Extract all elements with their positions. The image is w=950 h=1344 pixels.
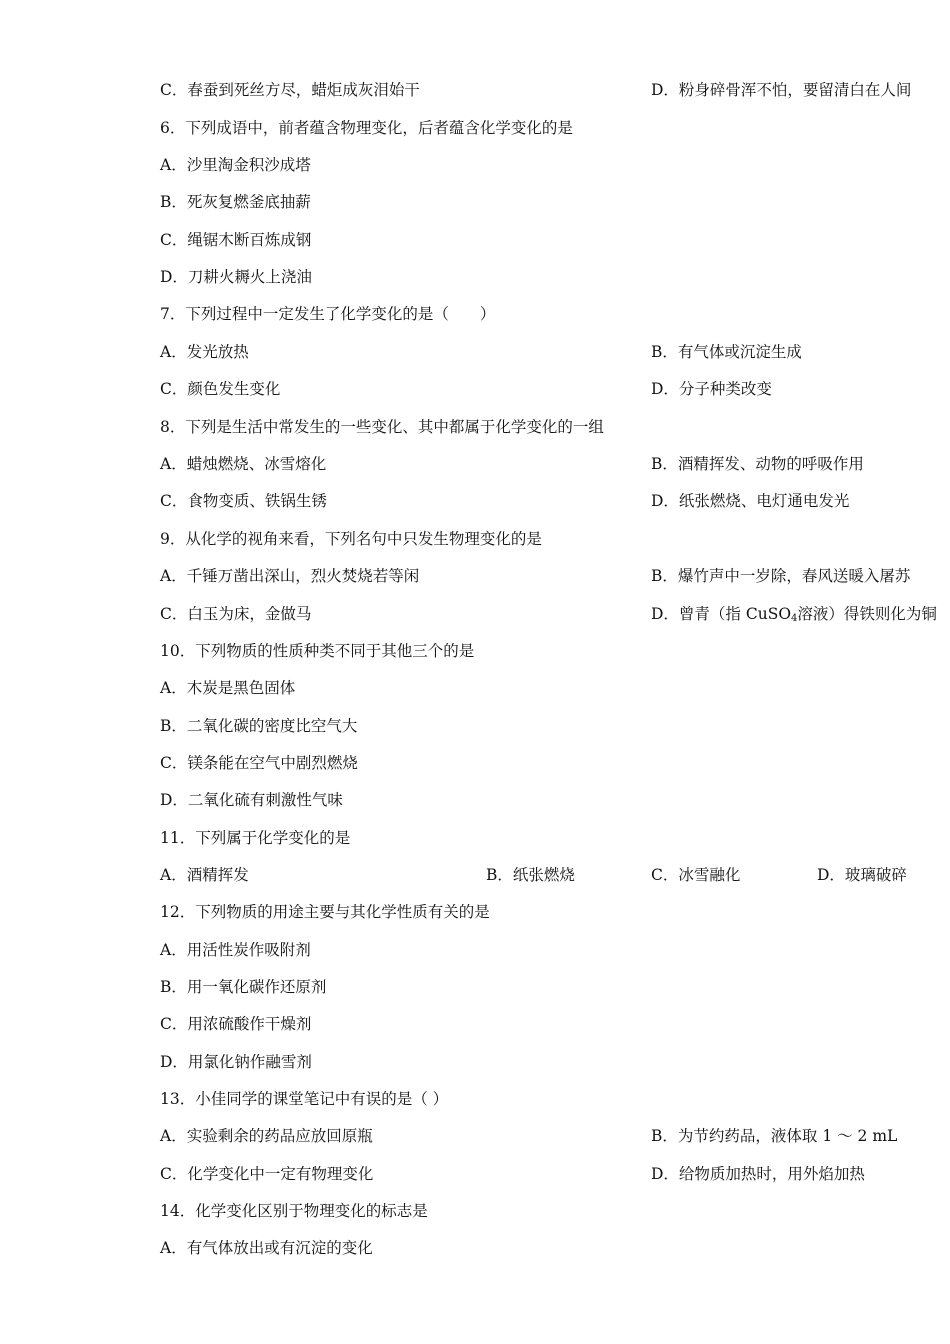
q13-option-c[interactable]: C．化学变化中一定有物理变化 [160,1165,374,1183]
q9-option-d-text-pre: D．曾青（指 CuSO [651,605,792,623]
q10-option-a[interactable]: A．木炭是黑色固体 [160,679,296,697]
q9-option-a[interactable]: A．千锤万凿出深山，烈火焚烧若等闲 [160,567,420,585]
q6-option-b[interactable]: B．死灰复燃釜底抽薪 [160,193,311,211]
q8-stem: 8．下列是生活中常发生的一些变化、其中都属于化学变化的一组 [160,418,604,436]
q11-option-c[interactable]: C．冰雪融化 [651,866,741,884]
q14-option-a[interactable]: A．有气体放出或有沉淀的变化 [160,1239,373,1257]
q5-option-c[interactable]: C．春蚕到死丝方尽，蜡炬成灰泪始干 [160,81,420,99]
q9-option-d[interactable] [651,604,937,629]
q9-options-cd [160,604,937,624]
q12-stem: 12．下列物质的用途主要与其化学性质有关的是 [160,903,490,921]
q13-option-b[interactable]: B．为节约药品，液体取 1 ～ 2 mL [651,1127,898,1145]
q11-option-a[interactable]: A．酒精挥发 [160,866,249,884]
q7-option-b[interactable]: B．有气体或沉淀生成 [651,343,802,361]
q13-options-ab [160,1126,898,1146]
q12-option-a[interactable]: A．用活性炭作吸附剂 [160,941,311,959]
q9-stem: 9．从化学的视角来看，下列名句中只发生物理变化的是 [160,530,542,548]
q12-option-d[interactable]: D．用氯化钠作融雪剂 [160,1053,312,1071]
q7-options-cd [160,379,772,399]
q8-options-ab [160,454,864,474]
q10-option-d[interactable]: D．二氧化硫有刺激性气味 [160,791,343,809]
q10-option-b[interactable]: B．二氧化碳的密度比空气大 [160,717,358,735]
q9-option-d-subscript: 4 [791,613,798,624]
q7-option-d[interactable]: D．分子种类改变 [651,380,772,398]
q11-options [160,865,907,885]
q7-stem: 7．下列过程中一定发生了化学变化的是（ ） [160,305,496,323]
q13-options-cd [160,1164,865,1184]
q12-option-c[interactable]: C．用浓硫酸作干燥剂 [160,1015,312,1033]
q6-stem: 6．下列成语中，前者蕴含物理变化，后者蕴含化学变化的是 [160,119,573,137]
q12-option-b[interactable]: B．用一氧化碳作还原剂 [160,978,327,996]
q13-option-a[interactable]: A．实验剩余的药品应放回原瓶 [160,1127,373,1145]
q8-option-d[interactable]: D．纸张燃烧、电灯通电发光 [651,492,850,510]
q14-stem: 14．化学变化区别于物理变化的标志是 [160,1202,428,1220]
q11-option-d[interactable]: D．玻璃破碎 [817,866,907,884]
q8-option-a[interactable]: A．蜡烛燃烧、冰雪熔化 [160,455,327,473]
q8-option-c[interactable]: C．食物变质、铁锅生锈 [160,492,327,510]
q9-option-d-text-post: 溶液）得铁则化为铜 [797,605,937,623]
q6-option-a[interactable]: A．沙里淘金积沙成塔 [160,156,311,174]
q13-option-d[interactable]: D．给物质加热时，用外焰加热 [651,1165,865,1183]
q5-options-cd [160,80,912,100]
q8-option-b[interactable]: B．酒精挥发、动物的呼吸作用 [651,455,864,473]
q6-option-d[interactable]: D．刀耕火耨火上浇油 [160,268,312,286]
q9-option-b[interactable]: B．爆竹声中一岁除，春风送暖入屠苏 [651,567,911,585]
q10-option-c[interactable]: C．镁条能在空气中剧烈燃烧 [160,754,358,772]
q6-option-c[interactable]: C．绳锯木断百炼成钢 [160,231,312,249]
q9-options-ab [160,566,911,586]
q11-option-b[interactable]: B．纸张燃烧 [486,866,575,884]
q10-stem: 10．下列物质的性质种类不同于其他三个的是 [160,642,475,660]
q5-option-d[interactable]: D．粉身碎骨浑不怕，要留清白在人间 [651,81,912,99]
q8-options-cd [160,491,850,511]
q7-option-a[interactable]: A．发光放热 [160,343,249,361]
q7-option-c[interactable]: C．颜色发生变化 [160,380,281,398]
q7-options-ab [160,342,802,362]
q11-stem: 11．下列属于化学变化的是 [160,829,351,847]
q9-option-c[interactable]: C．白玉为床，金做马 [160,605,312,623]
q13-stem: 13．小佳同学的课堂笔记中有误的是（ ） [160,1090,449,1108]
